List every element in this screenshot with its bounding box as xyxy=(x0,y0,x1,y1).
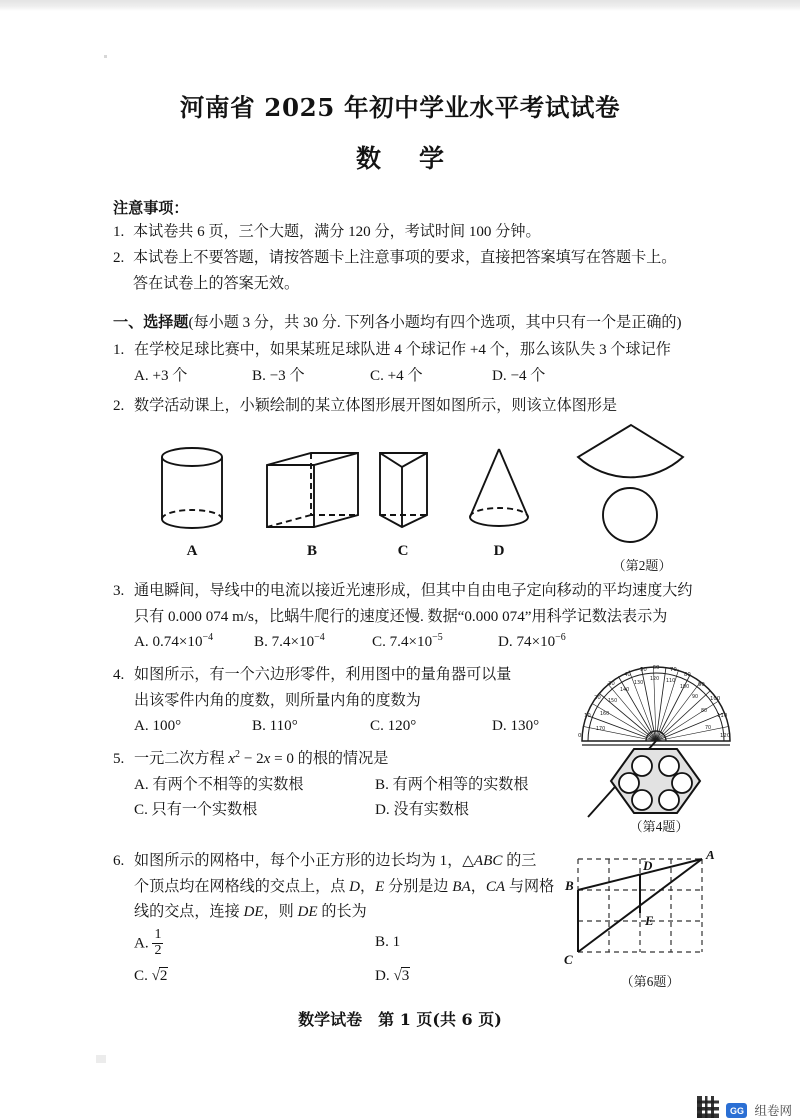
option-b[interactable]: B. 1 xyxy=(375,934,401,951)
question-stem-line2: 出该零件内角的度数，则所量内角的度数为 xyxy=(134,692,421,709)
question-options-row1 xyxy=(134,773,528,799)
subject-title xyxy=(0,139,800,175)
question-stem-line2: 只有 0.000 074 m/s，比蜗牛爬行的速度还慢. 数据“0.000 074”用科学记数法表示为 xyxy=(134,608,668,625)
figure-caption-q2: （第2题） xyxy=(612,558,672,573)
option-d[interactable]: D. −4 个 xyxy=(492,367,546,384)
option-a[interactable]: A. $\frac{1}{2}$ xyxy=(134,926,162,958)
svg-text:80: 80 xyxy=(684,672,691,678)
question-options-row2 xyxy=(134,960,568,994)
notice-continuation: 答在试卷上的答案无效。 xyxy=(133,276,300,292)
figure-caption-q4: （第4题） xyxy=(629,819,689,834)
cone-base-front xyxy=(470,517,528,526)
svg-text:90: 90 xyxy=(698,682,705,688)
option-d[interactable]: D. √3 xyxy=(375,968,410,985)
notice-number: 1. xyxy=(113,224,125,240)
svg-text:40: 40 xyxy=(624,672,631,678)
cylinder-top xyxy=(162,448,222,466)
question-options-row2 xyxy=(134,798,528,824)
svg-text:100: 100 xyxy=(680,685,690,690)
question-1 xyxy=(113,338,671,389)
prism-hidden-bottom xyxy=(267,515,311,527)
svg-text:130: 130 xyxy=(634,681,644,686)
notice-list xyxy=(113,219,713,297)
hole xyxy=(632,790,652,810)
question-number: 3. xyxy=(113,583,125,599)
option-d[interactable]: D. $74\times 10^{-6}$ xyxy=(498,632,566,651)
notice-text: 本试卷上不要答题，请按答题卡上注意事项的要求，直接把答案填写在答题卡上。 xyxy=(133,250,677,266)
svg-text:70: 70 xyxy=(705,726,712,731)
prism-hidden-edges xyxy=(311,453,358,515)
svg-text:110: 110 xyxy=(666,679,676,684)
svg-text:150: 150 xyxy=(608,699,618,704)
svg-text:160: 160 xyxy=(600,712,610,717)
hole xyxy=(659,756,679,776)
question-stem-line1: 如图所示，有一个六边形零件，利用图中的量角器可以量 xyxy=(134,667,512,683)
subject-char-right: 学 xyxy=(419,144,445,173)
cone-right-slant xyxy=(499,449,528,517)
question-number: 4. xyxy=(113,667,125,683)
svg-text:100: 100 xyxy=(710,696,721,702)
question-5 xyxy=(113,747,528,824)
svg-text:70: 70 xyxy=(670,667,677,673)
svg-text:30: 30 xyxy=(608,681,615,687)
cone-left-slant xyxy=(470,449,499,517)
page-title: 河南省 2025 年初中学业水平考试试卷 xyxy=(179,93,621,122)
solids-svg xyxy=(150,435,540,565)
question-stem: 数学活动课上，小颖绘制的某立体图形展开图如图所示，则该立体图形是 xyxy=(134,398,618,414)
question-number: 5. xyxy=(113,751,125,767)
section-label: 一、选择题 xyxy=(113,315,189,331)
cylinder-bottom-back xyxy=(162,510,222,519)
question-4 xyxy=(113,663,539,740)
question-number: 1. xyxy=(113,342,125,358)
section-note: (每小题 3 分，共 30 分. 下列各小题均有四个选项，其中只有一个是正确的) xyxy=(188,315,682,331)
label-d: D xyxy=(643,858,653,873)
svg-text:120: 120 xyxy=(650,677,660,682)
question-3 xyxy=(113,579,692,656)
svg-text:80: 80 xyxy=(701,709,708,714)
scan-top-band xyxy=(0,0,800,11)
hole xyxy=(632,756,652,776)
option-a[interactable]: A. +3 个 xyxy=(134,367,188,384)
hole xyxy=(619,773,639,793)
figure-q2-solids xyxy=(150,435,540,565)
scan-speck xyxy=(104,55,107,58)
net-circle xyxy=(603,488,657,542)
scan-speck xyxy=(96,1055,106,1063)
option-d[interactable]: D. 没有实数根 xyxy=(375,802,469,819)
page-footer: 数学试卷 第 1 页(共 6 页) xyxy=(298,1010,502,1029)
hole xyxy=(659,790,679,810)
shape-label-d: D xyxy=(493,543,505,559)
question-options-row1 xyxy=(134,926,568,960)
option-a[interactable]: A. 有两个不相等的实数根 xyxy=(134,776,304,793)
question-stem: 在学校足球比赛中，如果某班足球队进 4 个球记作 +4 个，那么该队失 3 个球记作 xyxy=(134,342,671,358)
prism-top-edges xyxy=(267,453,358,465)
figure-q4-protractor xyxy=(574,657,744,819)
option-d[interactable]: D. 130° xyxy=(492,718,540,735)
question-number: 6. xyxy=(113,853,125,869)
figure-q6-grid xyxy=(560,851,740,981)
svg-text:90: 90 xyxy=(692,695,699,700)
option-b[interactable]: B. −3 个 xyxy=(252,367,305,384)
question-stem: 一元二次方程 $x^2 - 2x = 0$ 的根的情况是 xyxy=(134,748,389,767)
notice-text: 本试卷共 6 页，三个大题，满分 120 分，考试时间 100 分钟。 xyxy=(133,224,541,240)
option-b[interactable]: B. 110° xyxy=(252,718,298,735)
shape-label-a: A xyxy=(186,543,198,559)
label-e: E xyxy=(645,913,654,928)
cylinder-bottom-front xyxy=(162,519,222,528)
site-watermark xyxy=(697,1092,792,1118)
question-6-options xyxy=(113,926,568,994)
cone-base-back xyxy=(470,508,528,517)
label-b: B xyxy=(565,878,574,893)
shape-label-b: B xyxy=(306,543,317,559)
figure-q2-net xyxy=(552,419,732,551)
option-c[interactable]: C. 只有一个实数根 xyxy=(134,802,258,819)
question-stem-line3: 线的交点，连接 DE，则 DE 的长为 xyxy=(134,904,367,921)
question-number: 2. xyxy=(113,398,125,414)
subject-char-left: 数 xyxy=(355,144,381,173)
label-a: A xyxy=(706,851,715,862)
watermark-text: 组卷网 xyxy=(754,1103,792,1118)
qr-code-icon xyxy=(697,1096,719,1118)
svg-text:170: 170 xyxy=(596,727,606,732)
option-c[interactable]: C. 120° xyxy=(370,718,417,735)
protractor-svg xyxy=(574,657,744,819)
svg-text:110: 110 xyxy=(717,713,728,719)
svg-text:60: 60 xyxy=(652,665,660,671)
hole xyxy=(672,773,692,793)
notice-heading: 注意事项： xyxy=(113,201,189,217)
question-stem-line2: 个顶点均在网格线的交点上，点 D，E 分别是边 BA，CA 与网格 xyxy=(134,878,555,895)
shape-label-c: C xyxy=(397,543,409,559)
question-stem-line1: 如图所示的网格中，每个小正方形的边长均为 1，△ABC 的三 xyxy=(134,853,537,869)
option-b[interactable]: B. $7.4\times 10^{-4}$ xyxy=(254,632,325,651)
question-2 xyxy=(113,394,617,420)
question-6 xyxy=(113,849,568,926)
option-c[interactable]: C. $7.4\times 10^{-5}$ xyxy=(372,632,443,651)
cone-net-svg xyxy=(552,419,732,551)
paper-sheet xyxy=(0,11,800,1118)
notice-number: 2. xyxy=(113,250,125,266)
label-c: C xyxy=(564,952,573,967)
triprism-top xyxy=(380,453,427,467)
option-c[interactable]: C. √2 xyxy=(134,968,168,985)
brand-badge-icon: GG xyxy=(726,1103,747,1118)
question-options xyxy=(134,364,671,390)
question-stem-line1: 通电瞬间，导线中的电流以接近光速形成，但其中自由电子定向移动的平均速度大约 xyxy=(134,583,693,599)
question-options xyxy=(134,714,539,740)
svg-text:10: 10 xyxy=(584,713,591,719)
option-a[interactable]: A. $0.74\times 10^{-4}$ xyxy=(134,632,214,651)
section-header xyxy=(113,311,733,332)
svg-text:20: 20 xyxy=(594,695,601,701)
svg-text:120: 120 xyxy=(720,733,731,739)
grid-svg xyxy=(560,851,740,981)
svg-text:140: 140 xyxy=(620,688,630,693)
option-a[interactable]: A. 100° xyxy=(134,718,182,735)
option-c[interactable]: C. +4 个 xyxy=(370,367,423,384)
sector-shape xyxy=(578,425,683,477)
question-options xyxy=(134,630,692,656)
svg-text:0: 0 xyxy=(578,733,582,739)
option-b[interactable]: B. 有两个相等的实数根 xyxy=(375,776,529,793)
notice-item xyxy=(113,245,713,271)
svg-text:50: 50 xyxy=(640,667,647,673)
notice-item xyxy=(113,219,713,245)
hexagon-part xyxy=(611,749,700,813)
figure-caption-q6: （第6题） xyxy=(620,974,680,989)
